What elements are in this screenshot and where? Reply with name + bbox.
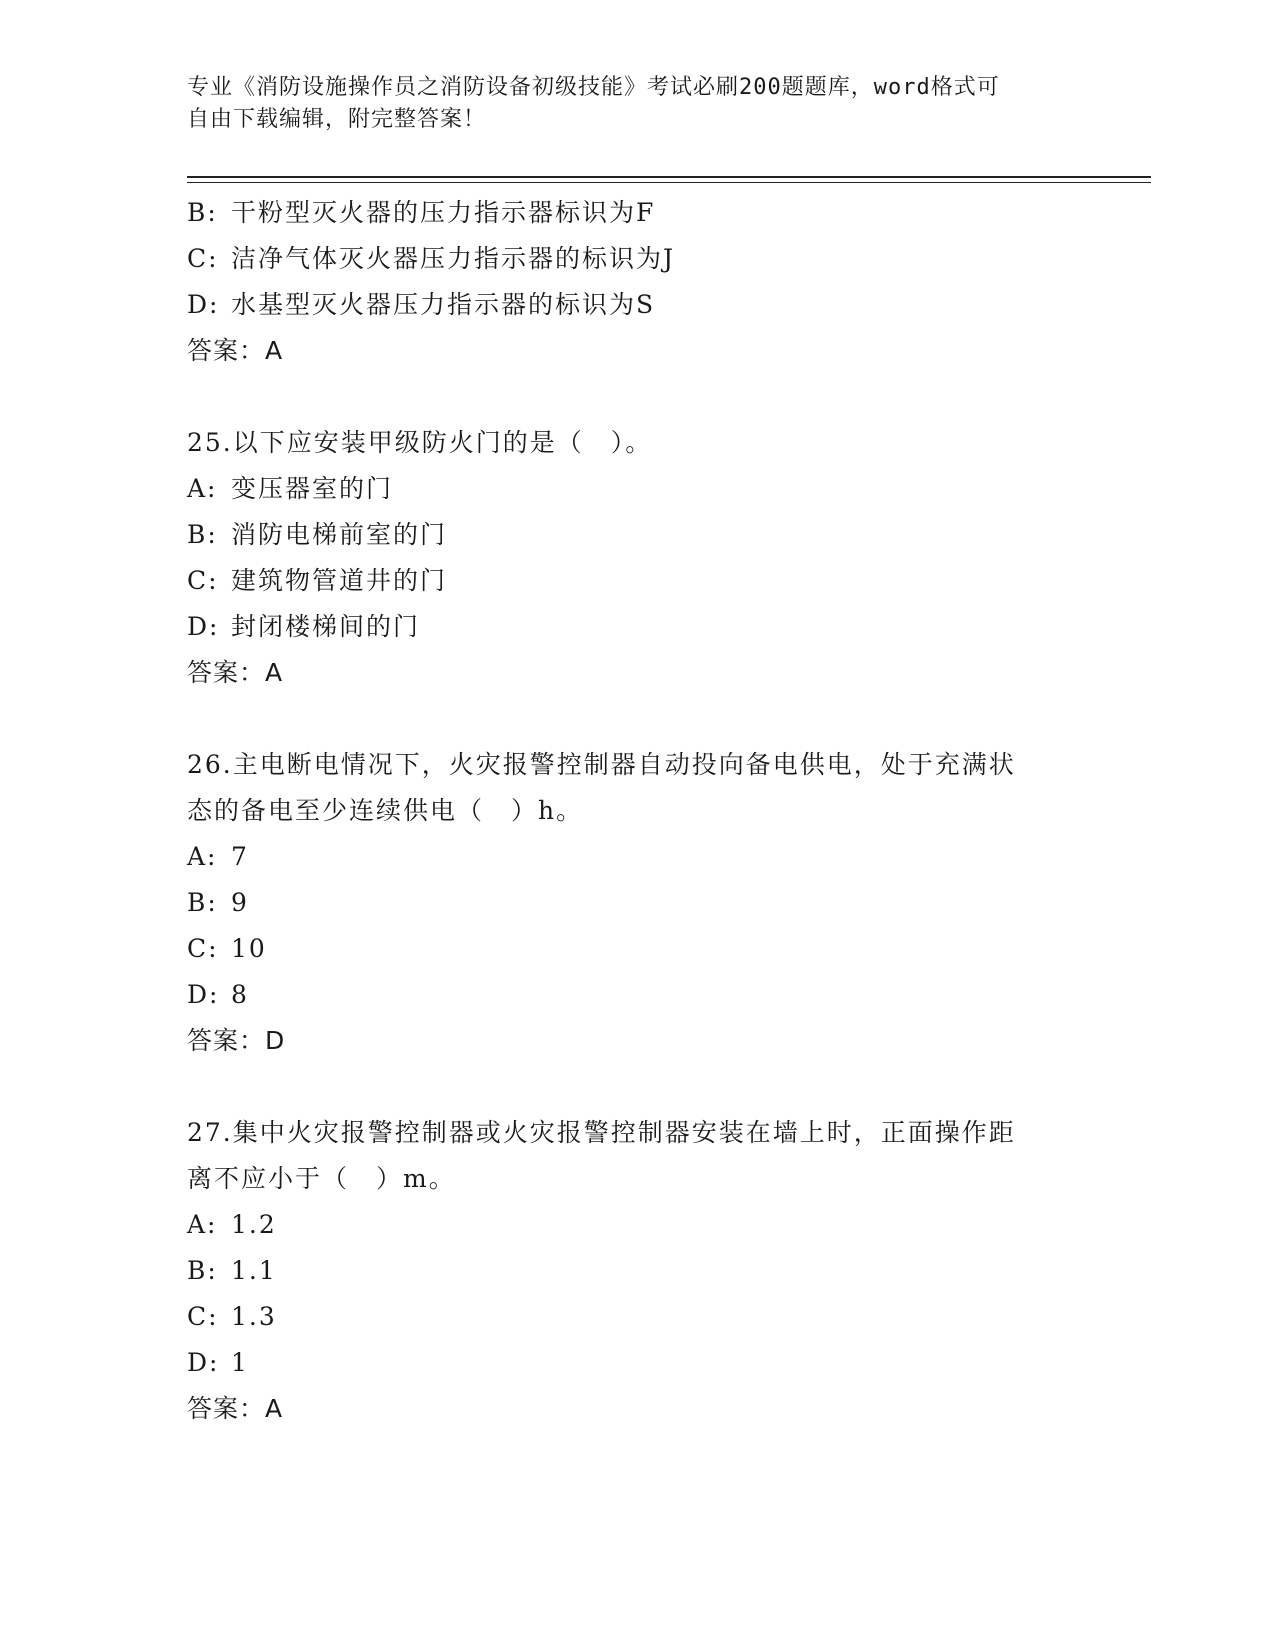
question-text-continued: 离不应小于（ ）m。 [187, 1164, 456, 1193]
question-text: 25.以下应安装甲级防火门的是（ ）。 [187, 428, 653, 457]
option-line: A: 变压器室的门 [187, 474, 394, 503]
option-line: D: 水基型灭火器压力指示器的标识为S [187, 290, 656, 319]
option-line: B: 消防电梯前室的门 [187, 520, 448, 549]
answer-line: 答案：A [187, 336, 284, 365]
option-line: D: 8 [187, 980, 249, 1009]
option-line: B: 9 [187, 888, 249, 917]
answer-line: 答案：D [187, 1026, 286, 1055]
header-line-1: 专业《消防设施操作员之消防设备初级技能》考试必刷200题题库，word格式可 [187, 75, 1000, 100]
option-line: B: 干粉型灭火器的压力指示器标识为F [187, 198, 656, 227]
question-text-continued: 态的备电至少连续供电（ ）h。 [187, 796, 584, 825]
header-line-2: 自由下载编辑，附完整答案！ [187, 107, 487, 132]
answer-line: 答案：A [187, 658, 284, 687]
option-line: D: 1 [187, 1348, 249, 1377]
option-line: C: 洁净气体灭火器压力指示器的标识为J [187, 244, 676, 273]
option-line: A: 1.2 [187, 1210, 277, 1239]
option-line: C: 建筑物管道井的门 [187, 566, 448, 595]
option-line: D: 封闭楼梯间的门 [187, 612, 421, 641]
document-body [187, 190, 1087, 1432]
option-line: C: 1.3 [187, 1302, 277, 1331]
question-text: 26.主电断电情况下，火灾报警控制器自动投向备电供电，处于充满状 [187, 750, 1016, 779]
answer-line: 答案：A [187, 1394, 284, 1423]
option-line: C: 10 [187, 934, 267, 963]
document-header [187, 72, 1087, 136]
option-line: B: 1.1 [187, 1256, 277, 1285]
question-text: 27.集中火灾报警控制器或火灾报警控制器安装在墙上时，正面操作距 [187, 1118, 1016, 1147]
option-line: A: 7 [187, 842, 249, 871]
header-rule-thick [187, 176, 1151, 178]
header-rule-thin [187, 182, 1151, 183]
